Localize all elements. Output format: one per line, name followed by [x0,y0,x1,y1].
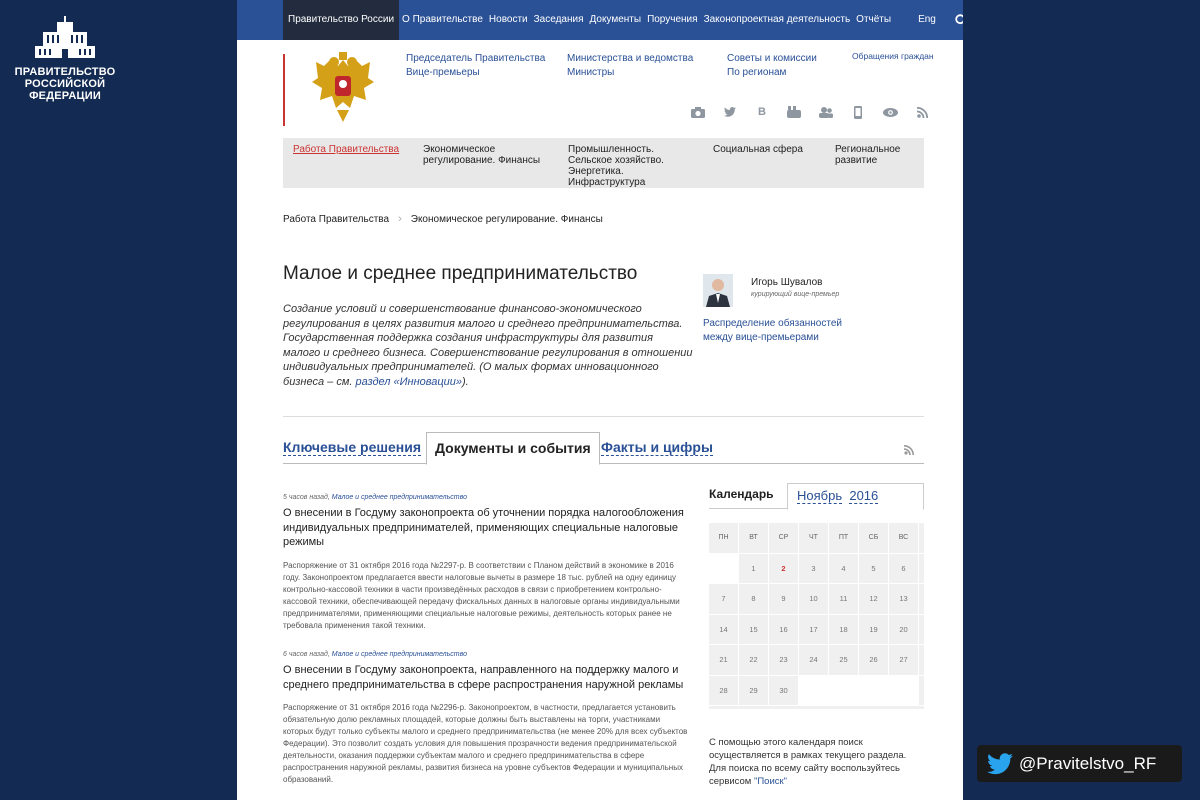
top-navigation [237,0,963,40]
weekday-label: ЧТ [799,523,829,553]
nav-instructions[interactable]: Поручения [647,14,698,25]
calendar-day[interactable]: 4 [829,554,859,584]
link-vice-premiers[interactable]: Вице-премьеры [406,67,480,78]
curator-role: курирующий вице-премьер [751,291,840,298]
news-body: Распоряжение от 31 октября 2016 года №2297-р. В соответствии с Планом действий в экономике в 2016 году. Законопроектом предлагается ввести налоговые вычеты в размере 18 тыс. рублей на одну единицу контрольно-кассовой техники в части произведённых расходов в связи с приобретением контрольно-кассовой техники, обеспечивающей передачу фискальных данных в налоговые органы индивидуальными предпринимателями, применяющими специальные налоговые режимы, деятельность которых ранее не требовала применения такой техники. [283,560,680,630]
camera-icon[interactable] [682,104,714,120]
calendar-day[interactable]: 18 [829,615,859,645]
calendar-day[interactable]: 12 [859,584,889,614]
logo-line: ПРАВИТЕЛЬСТВО [14,66,116,78]
responsibilities-link-line[interactable]: Распределение обязанностей [703,318,842,329]
header-links-col3 [727,52,817,80]
news-body: Распоряжение от 31 октября 2016 года №2296-р. Законопроектом, в частности, предлагается установить обязательную долю рекламных площадей, которые должны быть выставлены на торги, участниками которых будут только субъекты малого и среднего предпринимательства (не менее 20% для всех субъектов Федерации). Это позволит создать условия для повышения прозрачности ведения предпринимательской деятельности, оказания поддержки субъектам малого и среднего предпринимательства в сфере распространения наружной рекламы, развития бизнеса на уровне субъектов Федерации и муниципальных образований. [283,703,688,784]
avatar[interactable] [703,274,733,307]
government-logo [14,16,116,102]
calendar-day[interactable]: 24 [799,645,829,675]
description-end: ). [462,375,469,388]
mobile-icon[interactable] [842,104,874,120]
calendar-header [709,483,924,509]
link-citizen-appeals[interactable]: Обращения граждан [852,51,934,61]
tab-facts-figures[interactable] [601,432,713,464]
tab-key-decisions[interactable] [283,432,421,464]
calendar-day[interactable]: 8 [739,584,769,614]
calendar-day[interactable]: 30 [769,676,799,706]
twitter-handle: @Pravitelstvo_RF [1019,753,1157,773]
calendar-day[interactable]: 28 [709,676,739,706]
news-title[interactable]: О внесении в Госдуму законопроекта об уточнении порядка налогообложения индивидуальных предпринимателей, применяющих специальные налоговые режимы [283,507,684,548]
calendar-day[interactable]: 10 [799,584,829,614]
calendar-day[interactable]: 14 [709,615,739,645]
calendar-day[interactable]: 21 [709,645,739,675]
nav-legislation[interactable]: Законопроектная деятельность [703,14,851,25]
calendar-week [709,554,924,585]
header-links-col2 [567,52,693,80]
nav-documents[interactable]: Документы [589,14,642,25]
calendar-day[interactable]: 20 [889,615,919,645]
social-icons [682,104,938,120]
tab-label: Факты и цифры [601,439,713,455]
twitter-icon[interactable] [714,104,746,120]
youtube-icon[interactable] [778,104,810,120]
calendar-weekdays [709,523,924,554]
vk-icon[interactable]: B [758,106,766,118]
news-time: 5 часов назад, [283,494,330,501]
header-links-col1 [406,52,545,80]
weekday-label: СБ [859,523,889,553]
coat-of-arms-icon[interactable] [310,52,376,129]
twitter-bird-icon [987,753,1013,775]
calendar-empty-cell [829,676,859,706]
breadcrumb-item[interactable]: Работа Правительства [283,213,390,225]
logo-line: ФЕДЕРАЦИИ [29,90,101,102]
news-item [283,651,689,786]
calendar-day[interactable]: 9 [769,584,799,614]
calendar-day[interactable]: 3 [799,554,829,584]
weekday-label: ВС [889,523,919,553]
breadcrumb-item[interactable]: Экономическое регулирование. Финансы [410,213,603,225]
calendar-day[interactable]: 22 [739,645,769,675]
calendar-note-text: С помощью этого календаря поиск осуществляется в рамках текущего раздела. Для поиска по всему сайту воспользуйтесь сервисом [709,737,907,787]
weekday-label: ПН [709,523,739,553]
calendar-day[interactable]: 1 [739,554,769,584]
link-chairman[interactable]: Председатель Правительства [406,53,546,64]
news-tag-link[interactable]: Малое и среднее предпринимательство [331,494,468,501]
white-house-icon [31,16,99,60]
calendar-empty-cell [889,676,919,706]
calendar-year[interactable]: 2016 [849,488,879,503]
calendar-title: Календарь [709,487,774,501]
weekday-label: ПТ [829,523,859,553]
calendar-day[interactable]: 16 [769,615,799,645]
logo-line: РОССИЙСКОЙ [24,78,106,90]
header-accent-line [283,54,285,126]
page-description [283,302,693,389]
description-text: Создание условий и совершенствование финансово-экономического регулирования в целях развития малого и среднего предпринимательства. Государственная поддержка создания инфраструктуры для развития малого и среднего бизнеса. Совершенствование регулирования в отношении индивидуальных предпринимателей. (О малых формах инновационного бизнеса – см. [283,303,693,388]
subnav-industry[interactable]: Промышленность. Сельское хозяйство. Энергетика. Инфраструктура [568,144,664,188]
weekday-label: ВТ [739,523,769,553]
section-navigation [283,138,924,188]
responsibilities-link[interactable] [703,317,842,345]
calendar-day[interactable]: 2 [769,554,799,584]
nav-news[interactable]: Новости [488,14,528,25]
chevron-right-icon: › [398,213,402,225]
nav-reports[interactable]: Отчёты [856,14,892,25]
calendar-day[interactable]: 6 [889,554,919,584]
divider [283,416,924,417]
curator-name[interactable]: Игорь Шувалов [751,277,823,288]
calendar-month-selector[interactable] [787,483,924,510]
nav-about-government[interactable]: О Правительстве [402,14,483,25]
news-meta [283,651,689,658]
twitter-handle-badge [977,745,1182,782]
link-regions[interactable]: По регионам [727,67,787,78]
tab-label: Документы и события [435,440,591,456]
calendar-day[interactable]: 29 [739,676,769,706]
calendar-day[interactable]: 17 [799,615,829,645]
link-ministries[interactable]: Министерства и ведомства [567,53,694,64]
calendar-day[interactable]: 23 [769,645,799,675]
calendar-week [709,615,924,646]
calendar-week [709,584,924,615]
tab-documents-events[interactable] [426,432,600,465]
calendar-day[interactable]: 26 [859,645,889,675]
innovations-link[interactable]: раздел «Инновации» [355,375,463,388]
content-tabs [283,432,924,464]
calendar-day[interactable]: 25 [829,645,859,675]
calendar-weeks [709,554,924,707]
news-title[interactable]: О внесении в Госдуму законопроекта, направленного на поддержку малого и среднего предпринимательства в сфере распространения наружной рекламы [283,664,684,691]
calendar-empty-cell [709,554,739,584]
responsibilities-link-line[interactable]: между вице-премьерами [703,332,819,343]
link-ministers[interactable]: Министры [567,67,615,78]
calendar-day[interactable]: 7 [709,584,739,614]
link-councils[interactable]: Советы и комиссии [727,53,817,64]
calendar-day[interactable]: 13 [889,584,919,614]
weekday-label: СР [769,523,799,553]
news-tag-link[interactable]: Малое и среднее предпринимательство [331,651,468,658]
search-service-link[interactable]: "Поиск" [753,776,788,787]
subnav-social[interactable]: Социальная сфера [713,144,803,155]
subnav-government-work[interactable]: Работа Правительства [293,144,400,155]
calendar-day[interactable]: 11 [829,584,859,614]
rss-icon[interactable] [906,104,938,120]
nav-government-russia[interactable]: Правительство России [283,0,399,40]
calendar-note [709,736,924,788]
calendar-week [709,676,924,707]
calendar [709,483,924,788]
calendar-day[interactable]: 15 [739,615,769,645]
calendar-grid [709,523,924,709]
calendar-day[interactable]: 27 [889,645,919,675]
calendar-day[interactable]: 5 [859,554,889,584]
news-meta [283,494,689,501]
calendar-month[interactable]: Ноябрь [797,488,843,503]
calendar-week [709,645,924,676]
search-icon[interactable] [955,0,963,40]
eye-icon[interactable] [874,104,906,120]
main-page [237,0,963,800]
news-item [283,494,689,632]
calendar-empty-cell [799,676,829,706]
news-time: 6 часов назад, [283,651,330,658]
tab-label: Ключевые решения [283,439,422,455]
page-title: Малое и среднее предпринимательство [283,263,638,284]
calendar-empty-cell [859,676,889,706]
nav-meetings[interactable]: Заседания [533,14,584,25]
users-icon[interactable] [810,104,842,120]
subnav-regional[interactable]: Региональное развитие [835,144,901,166]
calendar-day[interactable]: 19 [859,615,889,645]
breadcrumb [283,213,603,225]
language-switch[interactable]: Eng [918,14,936,25]
rss-icon[interactable] [904,442,914,460]
subnav-economic-regulation[interactable]: Экономическое регулирование. Финансы [423,144,541,166]
